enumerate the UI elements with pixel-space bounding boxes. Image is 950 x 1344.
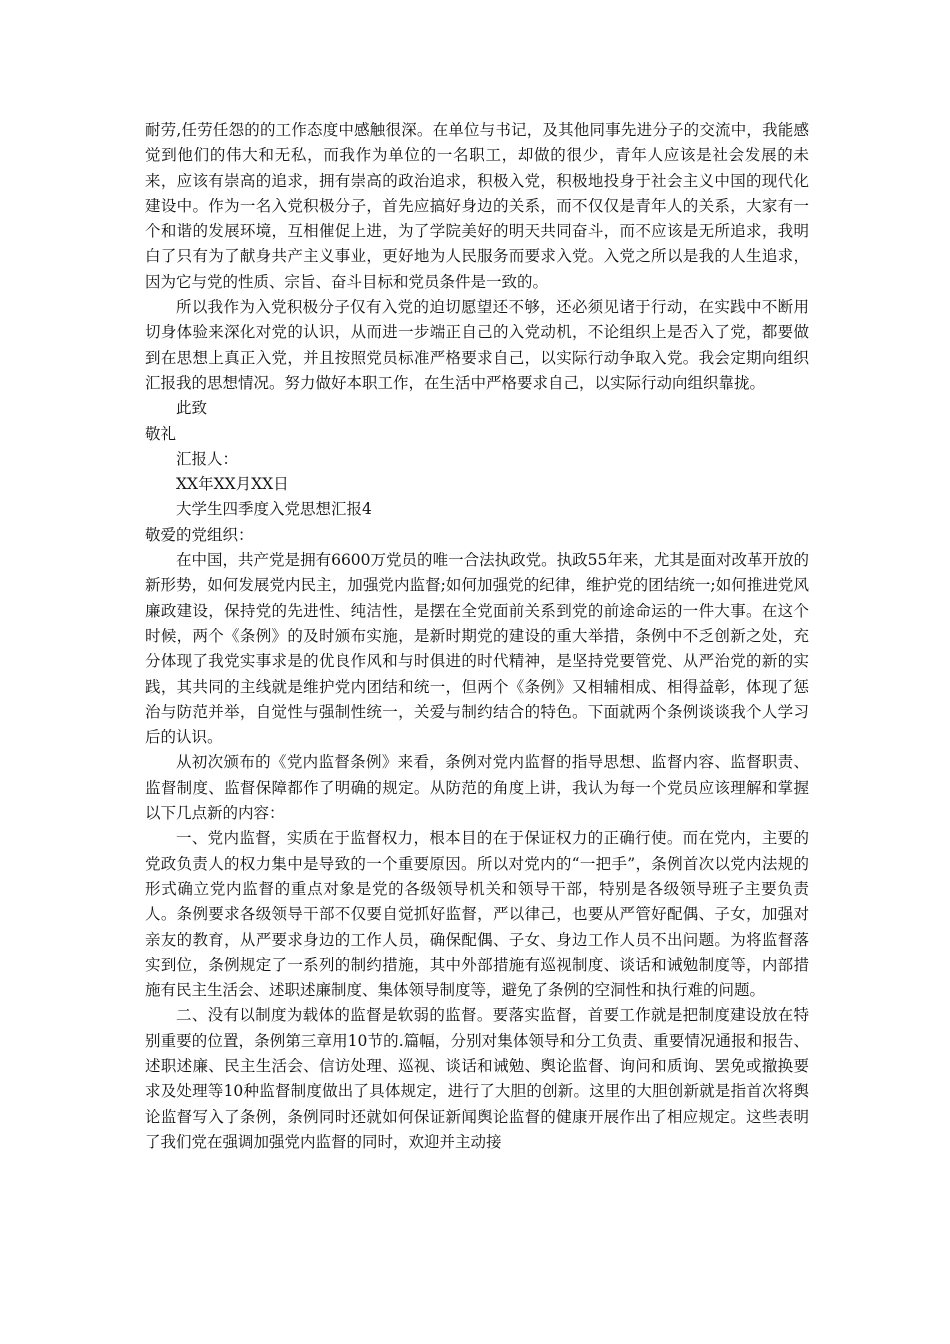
paragraph-intro: 在中国，共产党是拥有6600万党员的唯一合法执政党。执政55年来，尤其是面对改革开放的新形势，如何发展党内民主，加强党内监督;如何加强党的纪律，维护党的团结统一;如何推进党风廉政建设，保持党的先进性、纯洁性，是摆在全党面前关系到党的前途命运的一件大事。在这个时候，两个《条例》的及时颁布实施，是新时期党的建设的重大举措，条例中不乏创新之处，充分体现了我党实事求是的优良作风和与时俱进的时代精神，是坚持党要管党、从严治党的新的实践，其共同的主线就是维护党内团结和统一，但两个《条例》又相辅相成、相得益彰，体现了惩治与防范并举，自觉性与强制性统一，关爱与制约结合的特色。下面就两个条例谈谈我个人学习后的认识。: [145, 551, 809, 747]
paragraph-1: 耐劳,任劳任怨的的工作态度中感触很深。在单位与书记，及其他同事先进分子的交流中，我能感觉到他们的伟大和无私，而我作为单位的一名职工，却做的很少，青年人应该是社会发展的未来，应该有崇高的追求，拥有崇高的政治追求，积极入党，积极地投身于社会主义中国的现代化建设中。作为一名入党积极分子，首先应搞好身边的关系，而不仅仅是青年人的关系，大家有一个和谐的发展环境，互相催促上进，为了学院美好的明天共同奋斗，而不应该是无所追求，我明白了只有为了献身共产主义事业，更好地为人民服务而要求入党。入党之所以是我的人生追求，因为它与党的性质、宗旨、奋斗目标和党员条件是一致的。: [145, 121, 809, 291]
report-title: 大学生四季度入党思想汇报4: [176, 500, 372, 519]
paragraph-regulation: 从初次颁布的《党内监督条例》来看，条例对党内监督的指导思想、监督内容、监督职责、监督制度、监督保障都作了明确的规定。从防范的角度上讲，我认为每一个党员应该理解和掌握以下几点新的内容：: [145, 753, 809, 823]
paragraph-point-two: 二、没有以制度为载体的监督是软弱的监督。要落实监督，首要工作就是把制度建设放在特别重要的位置，条例第三章用10节的.篇幅，分别对集体领导和分工负责、重要情况通报和报告、述职述廉、民主生活会、信访处理、巡视、谈话和诫勉、舆论监督、询问和质询、罢免或撤换要求及处理等10种监督制度做出了具体规定，进行了大胆的创新。这里的大胆创新就是指首次将舆论监督写入了条例，条例同时还就如何保证新闻舆论监督的健康开展作出了相应规定。这些表明了我们党在强调加强党内监督的同时，欢迎并主动接: [145, 1006, 809, 1151]
reporter-label: 汇报人：: [176, 449, 239, 468]
document-body: [145, 118, 809, 1155]
report-date: XX年XX月XX日: [176, 475, 289, 494]
closing-salutation: 此致: [176, 399, 208, 418]
closing-respect: 敬礼: [145, 424, 177, 443]
paragraph-2: 所以我作为入党积极分子仅有入党的迫切愿望还不够，还必须见诸于行动，在实践中不断用切身体验来深化对党的认识，从而进一步端正自己的入党动机，不论组织上是否入了党，都要做到在思想上真正入党，并且按照党员标准严格要求自己，以实际行动争取入党。我会定期向组织汇报我的思想情况。努力做好本职工作，在生活中严格要求自己，以实际行动向组织靠拢。: [145, 298, 809, 392]
greeting: 敬爱的党组织：: [145, 525, 254, 544]
paragraph-point-one: 一、党内监督，实质在于监督权力，根本目的在于保证权力的正确行使。而在党内，主要的党政负责人的权力集中是导致的一个重要原因。所以对党内的“一把手”，条例首次以党内法规的形式确立党内监督的重点对象是党的各级领导机关和领导干部，特别是各级领导班子主要负责人。条例要求各级领导干部不仅要自觉抓好监督，严以律己，也要从严管好配偶、子女，加强对亲友的教育，从严要求身边的工作人员，确保配偶、子女、身边工作人员不出问题。为将监督落实到位，条例规定了一系列的制约措施，其中外部措施有巡视制度、谈话和诫勉制度等，内部措施有民主生活会、述职述廉制度、集体领导制度等，避免了条例的空洞性和执行难的问题。: [145, 829, 809, 1000]
